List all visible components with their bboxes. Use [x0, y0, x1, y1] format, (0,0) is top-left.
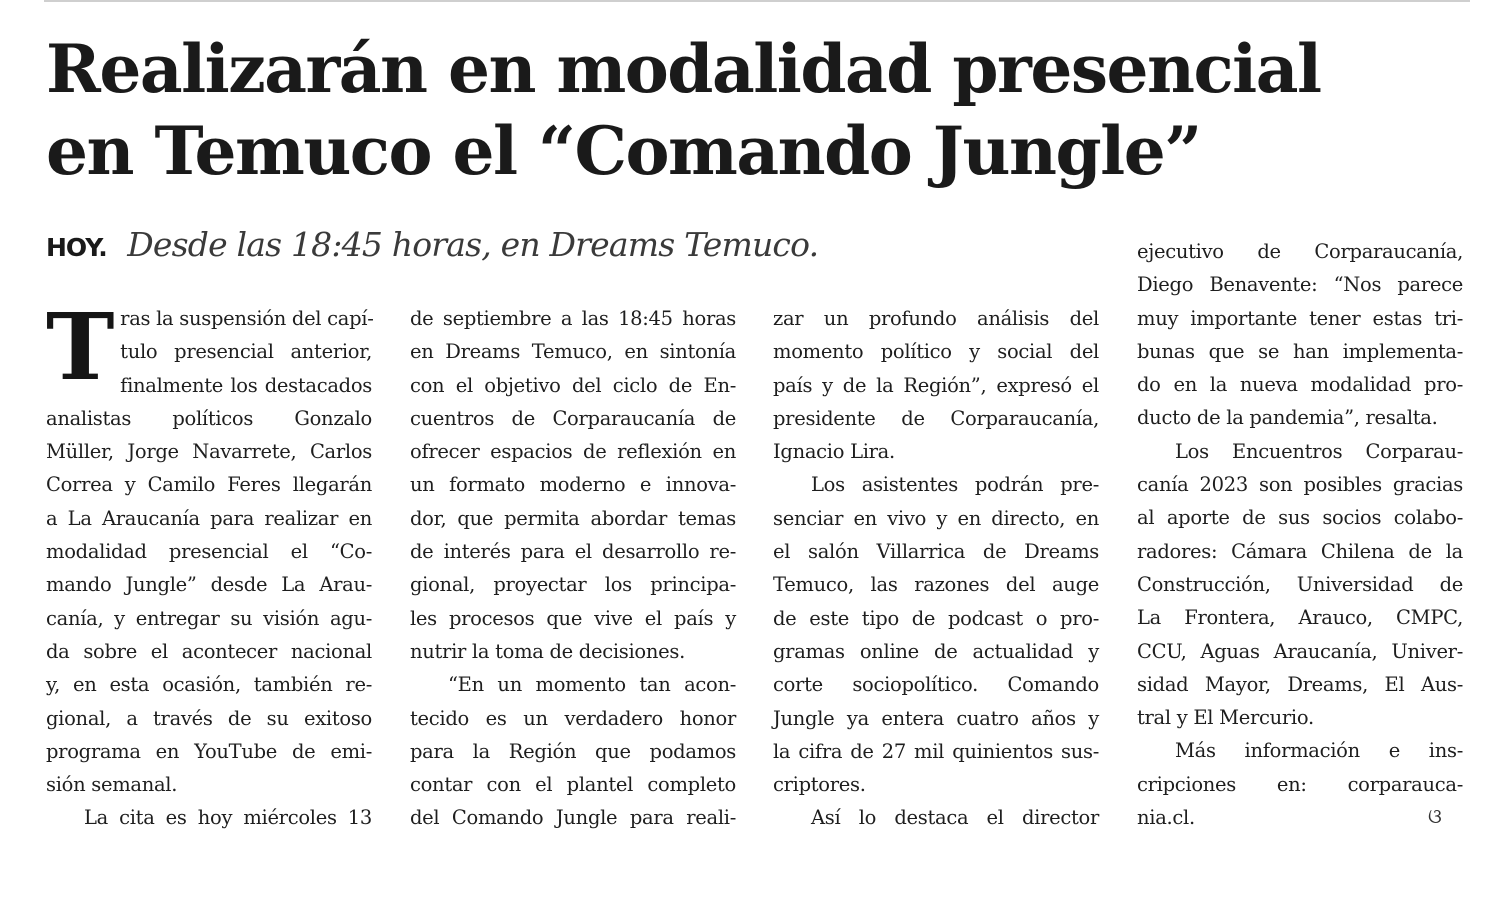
body-line: en Dreams Temuco, en sintonía [410, 340, 736, 364]
body-line: dor, que permita abordar temas [410, 506, 736, 530]
body-line: la cifra de 27 mil quinientos sus- [773, 739, 1099, 763]
subhead [46, 222, 818, 271]
top-rule [44, 0, 1470, 2]
body-line: de septiembre a las 18:45 horas [410, 307, 736, 330]
body-line: nutrir la toma de decisiones. [410, 639, 685, 663]
body-line: con el objetivo del ciclo de En- [410, 373, 736, 397]
body-line: programa en YouTube de emi- [46, 739, 372, 763]
body-line: país y de la Región”, expresó el [773, 373, 1099, 397]
body-line: y, en esta ocasión, también re- [46, 673, 372, 697]
article-column-4 [1137, 235, 1463, 834]
body-line: Más información e ins- [1175, 739, 1463, 763]
body-line: “En un momento tan acon- [448, 673, 736, 697]
body-line: Ignacio Lira. [773, 440, 895, 464]
headline-line-2: en Temuco el “Comando Jungle” [46, 112, 1201, 190]
body-line: criptores. [773, 773, 866, 797]
body-line: Temuco, las razones del auge [773, 573, 1099, 597]
body-line: finalmente los destacados [120, 373, 372, 397]
body-line: Construcción, Universidad de [1137, 572, 1463, 596]
body-line: muy importante tener estas tri- [1137, 306, 1463, 330]
body-line: La Frontera, Arauco, CMPC, [1137, 606, 1463, 630]
body-line: Los Encuentros Corparau- [1175, 439, 1463, 463]
body-line: cripciones en: corparauca- [1137, 772, 1463, 796]
body-line: corte sociopolítico. Comando [773, 673, 1099, 697]
body-line: senciar en vivo y en directo, en [773, 506, 1099, 530]
body-line: les procesos que vive el país y [410, 606, 736, 630]
body-line: ras la suspensión del capí- [120, 307, 374, 330]
headline [46, 28, 1346, 192]
body-line: canía 2023 son posibles gracias [1137, 473, 1463, 497]
body-line: La cita es hoy miércoles 13 [84, 806, 372, 830]
body-line: modalidad presencial el “Co- [46, 540, 372, 564]
body-line: Así lo destaca el director [811, 806, 1099, 830]
dropcap: T [46, 293, 115, 401]
body-line: presidente de Corparaucanía, [773, 406, 1099, 430]
body-line: al aporte de sus socios colabo- [1137, 506, 1463, 530]
body-line: gional, proyectar los principa- [410, 573, 736, 597]
end-mark: ଓ [1428, 804, 1442, 828]
subhead-kicker: HOY. [46, 233, 107, 262]
body-line: un formato moderno e innova- [410, 473, 736, 497]
body-line: tral y El Mercurio. [1137, 706, 1314, 730]
body-line: mando Jungle” desde La Arau- [46, 573, 372, 597]
body-line: radores: Cámara Chilena de la [1137, 539, 1463, 563]
body-line: tecido es un verdadero honor [410, 706, 736, 730]
body-line: sión semanal. [46, 773, 178, 797]
body-line: da sobre el acontecer nacional [46, 639, 372, 663]
body-line: el salón Villarrica de Dreams [773, 540, 1099, 564]
body-line: bunas que se han implementa- [1137, 339, 1463, 363]
body-line: gramas online de actualidad y [773, 639, 1099, 663]
body-line: do en la nueva modalidad pro- [1137, 373, 1463, 397]
body-line: tulo presencial anterior, [120, 340, 372, 364]
body-line: para la Región que podamos [410, 739, 736, 763]
headline-line-1: Realizarán en modalidad presencial [46, 30, 1321, 108]
body-line: de interés para el desarrollo re- [410, 540, 736, 564]
body-line: analistas políticos Gonzalo [46, 406, 372, 430]
body-line: de este tipo de podcast o pro- [773, 606, 1099, 630]
body-line: ducto de la pandemia”, resalta. [1137, 406, 1438, 430]
body-line: ejecutivo de Corparaucanía, [1137, 240, 1463, 263]
body-line: canía, y entregar su visión agu- [46, 606, 372, 630]
body-line: cuentros de Corparaucanía de [410, 406, 736, 430]
body-line: sidad Mayor, Dreams, El Aus- [1137, 672, 1463, 696]
body-line: contar con el plantel completo [410, 773, 736, 797]
body-line: Los asistentes podrán pre- [811, 473, 1099, 497]
body-line: a La Araucanía para realizar en [46, 506, 372, 530]
article-column-2 [410, 302, 736, 835]
body-line: zar un profundo análisis del [773, 307, 1099, 330]
body-line: Müller, Jorge Navarrete, Carlos [46, 440, 372, 464]
body-line: Correa y Camilo Feres llegarán [46, 473, 372, 497]
body-line: nia.cl. [1137, 806, 1195, 830]
subhead-deck: Desde las 18:45 horas, en Dreams Temuco. [127, 225, 819, 264]
body-line: momento político y social del [773, 340, 1099, 364]
body-line: Jungle ya entera cuatro años y [773, 706, 1099, 730]
body-line: CCU, Aguas Araucanía, Univer- [1137, 639, 1463, 663]
body-line: ofrecer espacios de reflexión en [410, 440, 736, 464]
article-column-1 [46, 293, 374, 835]
body-line: gional, a través de su exitoso [46, 706, 372, 730]
body-line: del Comando Jungle para reali- [410, 806, 736, 830]
body-line: Diego Benavente: “Nos parece [1137, 273, 1463, 297]
article-column-3 [773, 302, 1099, 835]
